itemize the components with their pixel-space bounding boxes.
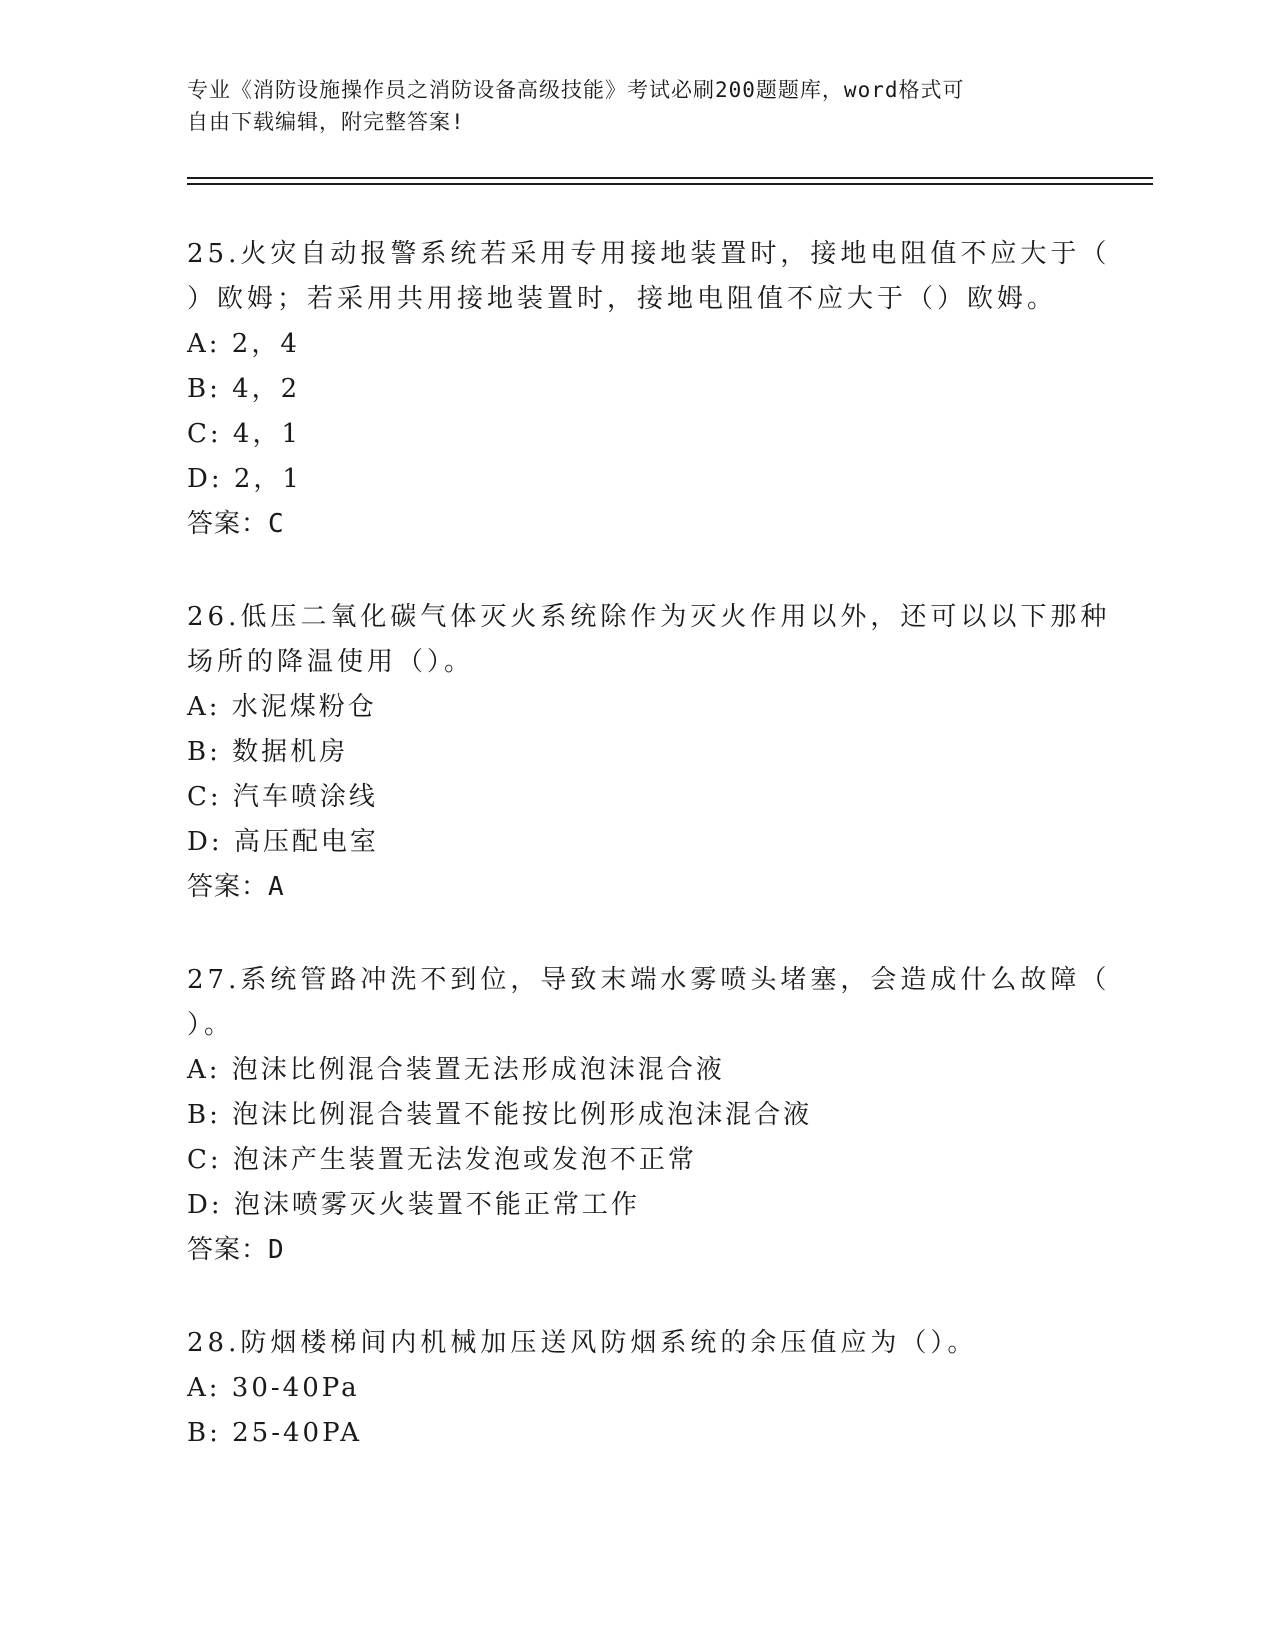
question-text-line: 28.防烟楼梯间内机械加压送风防烟系统的余压值应为（）。 bbox=[187, 1328, 978, 1358]
question-text-line: ）欧姆；若采用共用接地装置时，接地电阻值不应大于（）欧姆。 bbox=[187, 284, 1058, 314]
option-a: A: 2，4 bbox=[187, 329, 300, 359]
option-d: D: 2，1 bbox=[187, 464, 302, 494]
question-26 bbox=[187, 595, 1111, 910]
option-b: B: 数据机房 bbox=[187, 737, 349, 767]
question-text-line: 场所的降温使用（）。 bbox=[187, 647, 475, 677]
header-divider-bottom bbox=[187, 183, 1153, 185]
header-divider-top bbox=[187, 177, 1153, 179]
document-header bbox=[187, 74, 1067, 138]
answer-line: 答案：C bbox=[187, 509, 285, 539]
option-a: A: 水泥煤粉仓 bbox=[187, 692, 377, 722]
header-line-1: 专业《消防设施操作员之消防设备高级技能》考试必刷200题题库，word格式可 bbox=[187, 78, 965, 102]
option-d: D: 泡沫喷雾灭火装置不能正常工作 bbox=[187, 1190, 640, 1220]
answer-line: 答案：D bbox=[187, 1235, 285, 1265]
question-text-line: 27.系统管路冲洗不到位，导致末端水雾喷头堵塞，会造成什么故障（ bbox=[187, 965, 1111, 995]
question-text-line: ）。 bbox=[187, 1010, 235, 1040]
question-27 bbox=[187, 958, 1111, 1273]
option-b: B: 泡沫比例混合装置不能按比例形成泡沫混合液 bbox=[187, 1100, 813, 1130]
option-b: B: 25-40PA bbox=[187, 1418, 362, 1448]
question-text-line: 26.低压二氧化碳气体灭火系统除作为灭火作用以外，还可以以下那种 bbox=[187, 602, 1111, 632]
question-25 bbox=[187, 232, 1111, 547]
question-28 bbox=[187, 1321, 1087, 1456]
answer-line: 答案：A bbox=[187, 872, 285, 902]
option-c: C: 汽车喷涂线 bbox=[187, 782, 378, 812]
option-c: C: 4，1 bbox=[187, 419, 302, 449]
question-text-line: 25.火灾自动报警系统若采用专用接地装置时，接地电阻值不应大于（ bbox=[187, 239, 1111, 269]
option-c: C: 泡沫产生装置无法发泡或发泡不正常 bbox=[187, 1145, 697, 1175]
option-a: A: 泡沫比例混合装置无法形成泡沫混合液 bbox=[187, 1055, 725, 1085]
option-a: A: 30-40Pa bbox=[187, 1373, 360, 1403]
option-d: D: 高压配电室 bbox=[187, 827, 379, 857]
option-b: B: 4，2 bbox=[187, 374, 301, 404]
header-line-2: 自由下载编辑，附完整答案! bbox=[187, 110, 465, 134]
